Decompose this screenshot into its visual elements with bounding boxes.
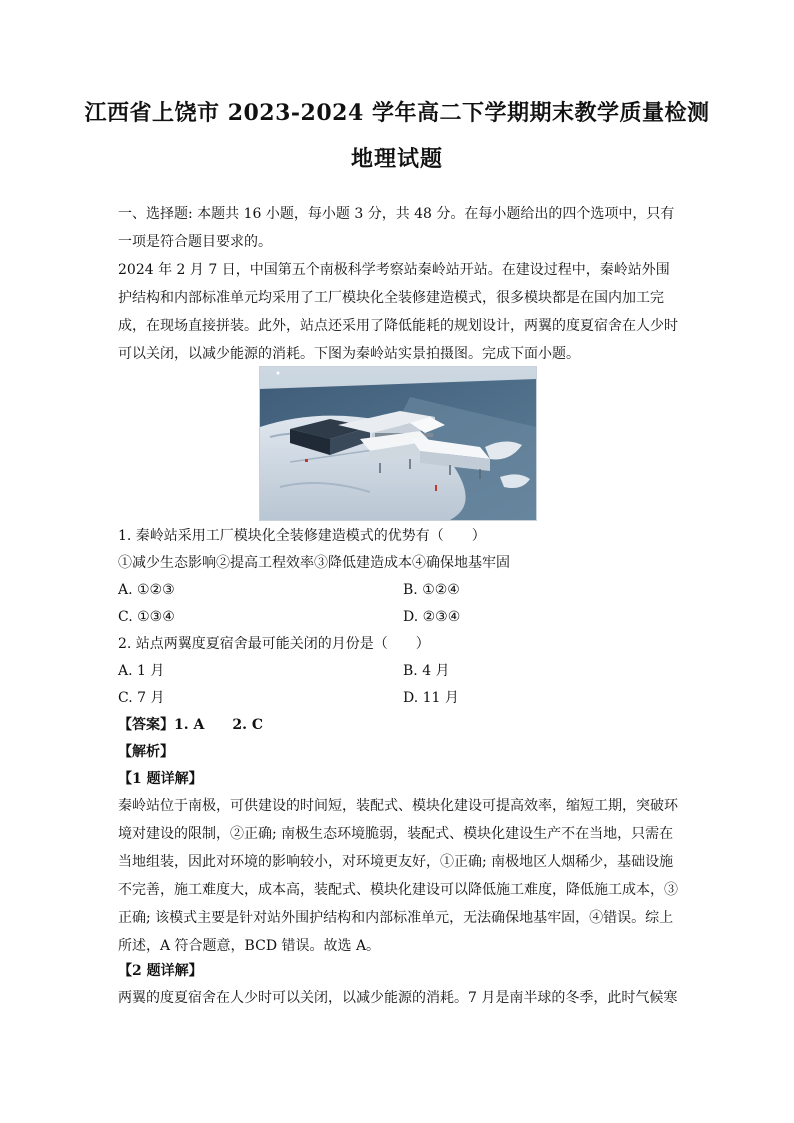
section-instructions: 一、选择题: 本题共 16 小题，每小题 3 分，共 48 分。在每小题给出的四个选项中，只有一项是符合题目要求的。 (118, 206, 675, 250)
question-2-option-a: A. 1 月 (118, 663, 165, 679)
qinling-station-image (260, 367, 536, 520)
question-1-statements: ①减少生态影响②提高工程效率③降低建造成本④确保地基牢固 (118, 555, 510, 571)
reading-passage: 2024 年 2 月 7 日，中国第五个南极科学考察站秦岭站开站。在建设过程中，秦岭站外围护结构和内部标准单元均采用了工厂模块化全装修建造模式，很多模块都是在国内加工完成，在现场直接拼装。此外，站点还采用了降低能耗的规划设计，两翼的度夏宿舍在人少时可以关闭，以减少能源的消耗。下图为秦岭站实景拍摄图。完成下面小题。 (118, 262, 678, 362)
question-2-stem: 2. 站点两翼度夏宿舍最可能关闭的月份是（ ） (118, 636, 430, 652)
document-subtitle: 地理试题 (350, 146, 443, 172)
detail-1-text: 秦岭站位于南极，可供建设的时间短，装配式、模块化建设可提高效率，缩短工期，突破环境对建设的限制，②正确; 南极生态环境脆弱，装配式、模块化建设生产不在当地，只需在当地组装，因此对环境的影响较小，对环境更友好，①正确; 南极地区人烟稀少，基础设施不完善，施工难度大，成本高，装配式、模块化建设可以降低施工难度，降低施工成本，③正确; 该模式主要是针对站外围护结构和内部标准单元，无法确保地基牢固，④错误。综上所述，A 符合题意，BCD 错误。故选 A。 (118, 798, 678, 954)
detail-2-text: 两翼的度夏宿舍在人少时可以关闭，以减少能源的消耗。7 月是南半球的冬季，此时气候寒 (118, 990, 678, 1006)
detail-1-label: 【1 题详解】 (118, 771, 203, 787)
question-1-option-c: C. ①③④ (118, 609, 175, 625)
question-1-option-a: A. ①②③ (118, 582, 175, 598)
question-2-option-b: B. 4 月 (403, 663, 450, 679)
question-1-stem: 1. 秦岭站采用工厂模块化全装修建造模式的优势有（ ） (118, 528, 486, 544)
detail-2-label: 【2 题详解】 (118, 963, 203, 979)
question-1-option-b: B. ①②④ (403, 582, 460, 598)
answer-label: 【答案】1. A 2. C (118, 717, 263, 733)
question-2-option-c: C. 7 月 (118, 690, 165, 706)
document-title: 江西省上饶市 2023-2024 学年高二下学期期末教学质量检测 (84, 100, 710, 126)
station-photo (259, 366, 537, 521)
question-2-option-d: D. 11 月 (403, 690, 459, 706)
question-1-option-d: D. ②③④ (403, 609, 461, 625)
analysis-label: 【解析】 (118, 744, 174, 760)
